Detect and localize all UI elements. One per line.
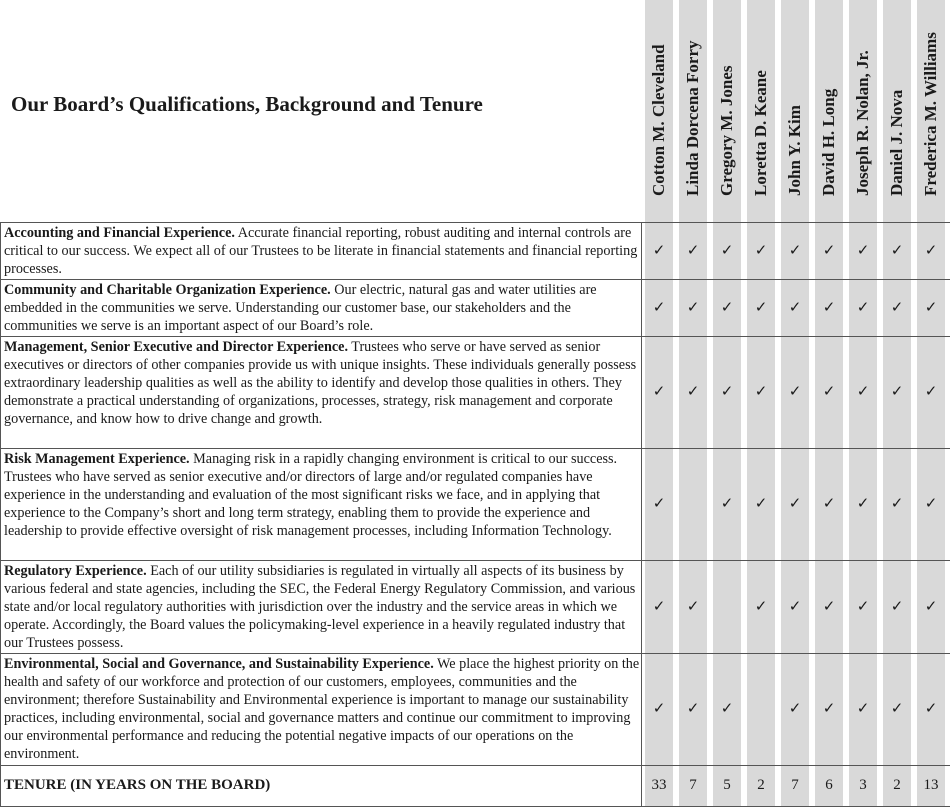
trustee-name-header	[851, 4, 875, 216]
tenure-value: 2	[893, 777, 901, 793]
check-mark-icon: ✓	[686, 699, 700, 717]
check-mark-icon: ✓	[754, 297, 768, 316]
check-mark-icon: ✓	[856, 240, 870, 259]
check-mark-icon: ✓	[754, 240, 768, 259]
row-divider	[0, 560, 950, 561]
check-mark-icon: ✓	[720, 240, 734, 259]
check-mark-icon: ✓	[686, 596, 700, 615]
check-mark-icon: ✓	[754, 494, 768, 512]
trustee-name: Joseph R. Nolan, Jr.	[853, 50, 872, 196]
check-mark-icon: ✓	[720, 297, 734, 316]
qualification-text: We place the highest priority on the health and safety of our workforce and protection of our customers, employees, communities and the environment; therefore Sustainability and Environmental experience is important to manage our sustainability practices, including environmental, social and governance matters and continue our commitment to improving our environmental performance and reducing the potential negative impacts of our operations on the environment.	[4, 656, 640, 762]
row-divider	[0, 448, 950, 449]
check-mark-icon: ✓	[856, 297, 870, 316]
qualification-heading: Community and Charitable Organization Experience.	[4, 282, 331, 298]
check-mark-icon: ✓	[652, 240, 666, 259]
table-left-border	[0, 222, 1, 807]
tenure-value: 5	[723, 777, 731, 793]
text-column-divider	[641, 222, 642, 807]
check-mark-icon: ✓	[652, 297, 666, 316]
check-mark-icon: ✓	[652, 699, 666, 717]
trustee-name: Linda Dorcena Forry	[683, 40, 702, 196]
tenure-label: TENURE (IN YEARS ON THE BOARD)	[4, 777, 271, 793]
trustee-name: Loretta D. Keane	[751, 70, 770, 196]
trustee-name-header	[919, 4, 943, 216]
trustee-name-header	[749, 4, 773, 216]
qualification-heading: Regulatory Experience.	[4, 563, 147, 579]
check-mark-icon: ✓	[754, 596, 768, 615]
check-mark-icon: ✓	[652, 382, 666, 400]
trustee-name: Frederica M. Williams	[921, 32, 940, 196]
tenure-value: 7	[689, 777, 697, 793]
tenure-value: 3	[859, 777, 867, 793]
check-mark-icon: ✓	[788, 382, 802, 400]
qualification-text: Trustees who serve or have served as senior executives or directors of other companies provide us with unique insights. These individuals generally possess extraordinary leadership qualities as well as the ability to identify and develop those qualities in others. They demonstrate a practical understanding of organizations, processes, strategy, risk management and corporate governance, and know how to drive change and growth.	[4, 339, 637, 427]
trustee-name-header	[715, 4, 739, 216]
check-mark-icon: ✓	[788, 297, 802, 316]
qualification-description	[4, 224, 640, 278]
tenure-value: 6	[825, 777, 833, 793]
trustee-name-header	[681, 4, 705, 216]
check-mark-icon: ✓	[856, 382, 870, 400]
check-mark-icon: ✓	[652, 494, 666, 512]
check-mark-icon: ✓	[924, 382, 938, 400]
trustee-name: John Y. Kim	[785, 105, 804, 196]
check-mark-icon: ✓	[720, 382, 734, 400]
check-mark-icon: ✓	[856, 596, 870, 615]
check-mark-icon: ✓	[720, 494, 734, 512]
check-mark-icon: ✓	[822, 382, 836, 400]
check-mark-icon: ✓	[856, 494, 870, 512]
check-mark-icon: ✓	[788, 240, 802, 259]
qualification-text: Our electric, natural gas and water utilities are embedded in the communities we serve. Understanding our customer base, our stakeholders and the communities we serve is an important aspect of our Board’s role.	[4, 282, 597, 334]
qualification-text: Managing risk in a rapidly changing environment is critical to our success. Trustees who have served as senior executive and/or directors of large and/or regulated companies have experience in the understanding and evaluation of the most significant risks we face, and in applying that experience to the Company’s short and long term strategy, enabling them to provide the experience and leadership to provide effective oversight of risk management processes, including Information Technology.	[4, 451, 618, 539]
row-divider	[0, 653, 950, 654]
qualification-description	[4, 450, 640, 559]
check-mark-icon: ✓	[720, 699, 734, 717]
check-mark-icon: ✓	[822, 596, 836, 615]
check-mark-icon: ✓	[924, 240, 938, 259]
check-mark-icon: ✓	[822, 240, 836, 259]
check-mark-icon: ✓	[754, 382, 768, 400]
check-mark-icon: ✓	[924, 494, 938, 512]
check-mark-icon: ✓	[686, 297, 700, 316]
row-divider	[0, 336, 950, 337]
row-divider	[0, 765, 950, 766]
qualification-text: Accurate financial reporting, robust auditing and internal controls are critical to our success. We expect all of our Trustees to be literate in financial statements and financial reporting processes.	[4, 225, 638, 277]
check-mark-icon: ✓	[652, 596, 666, 615]
check-mark-icon: ✓	[822, 297, 836, 316]
tenure-value: 33	[651, 777, 667, 793]
check-mark-icon: ✓	[924, 596, 938, 615]
check-mark-icon: ✓	[686, 382, 700, 400]
trustee-name: David H. Long	[819, 88, 838, 196]
row-divider	[0, 222, 950, 223]
qualification-description	[4, 281, 640, 335]
tenure-value: 13	[923, 777, 939, 793]
check-mark-icon: ✓	[822, 699, 836, 717]
trustee-name: Cotton M. Cleveland	[649, 44, 668, 196]
trustee-name: Daniel J. Nova	[887, 89, 906, 196]
qualification-heading: Accounting and Financial Experience.	[4, 225, 235, 241]
tenure-value: 7	[791, 777, 799, 793]
check-mark-icon: ✓	[890, 596, 904, 615]
check-mark-icon: ✓	[890, 494, 904, 512]
qualification-description	[4, 655, 640, 764]
check-mark-icon: ✓	[890, 699, 904, 717]
qualification-heading: Management, Senior Executive and Director Experience.	[4, 339, 348, 355]
qualification-heading: Environmental, Social and Governance, and Sustainability Experience.	[4, 656, 434, 672]
trustee-name: Gregory M. Jones	[717, 65, 736, 196]
check-mark-icon: ✓	[788, 596, 802, 615]
check-mark-icon: ✓	[788, 494, 802, 512]
trustee-name-header	[783, 4, 807, 216]
check-mark-icon: ✓	[890, 382, 904, 400]
qualification-text: Each of our utility subsidiaries is regulated in virtually all aspects of its business by various federal and state agencies, including the SEC, the Federal Energy Regulatory Commission, and various state and/or local regulatory authorities with jurisdiction over the industry and the service areas in which we operate. Accordingly, the Board values the policymaking-level experience in a heavily regulated industry that our Trustees possess.	[4, 563, 636, 651]
check-mark-icon: ✓	[924, 297, 938, 316]
qualification-heading: Risk Management Experience.	[4, 451, 190, 467]
tenure-value: 2	[757, 777, 765, 793]
check-mark-icon: ✓	[924, 699, 938, 717]
check-mark-icon: ✓	[890, 297, 904, 316]
check-mark-icon: ✓	[890, 240, 904, 259]
row-divider	[0, 279, 950, 280]
check-mark-icon: ✓	[686, 240, 700, 259]
qualification-description	[4, 562, 640, 652]
check-mark-icon: ✓	[856, 699, 870, 717]
page-title: Our Board’s Qualifications, Background and Tenure	[11, 92, 483, 116]
check-mark-icon: ✓	[822, 494, 836, 512]
trustee-name-header	[647, 4, 671, 216]
trustee-name-header	[885, 4, 909, 216]
qualification-description	[4, 338, 640, 447]
trustee-name-header	[817, 4, 841, 216]
check-mark-icon: ✓	[788, 699, 802, 717]
